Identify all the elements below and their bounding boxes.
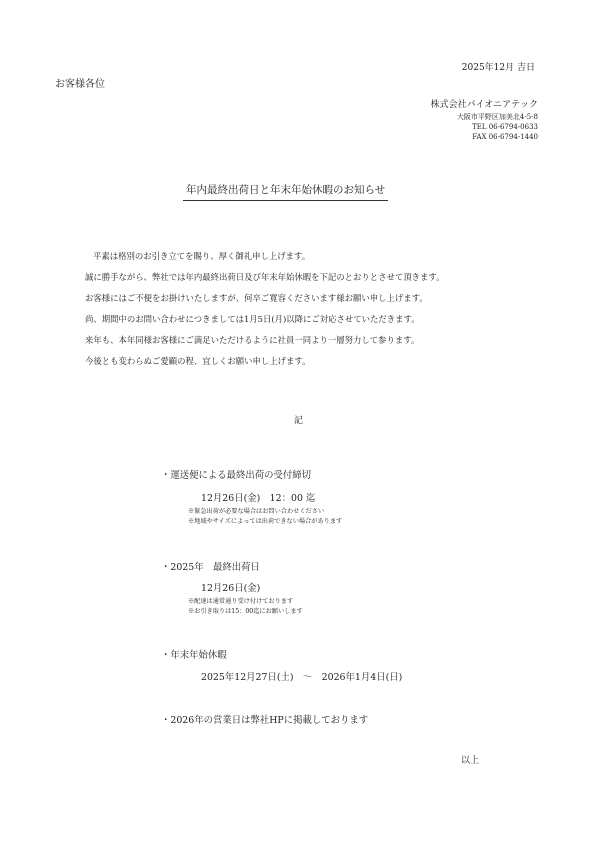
last-shipping-heading: ・2025年 最終出荷日 — [161, 562, 260, 573]
cutoff-note: ※緊急出荷が必要な場合はお問い合わせください — [188, 508, 325, 515]
notice-title: 年内最終出荷日と年末年始休暇のお知らせ — [183, 182, 388, 201]
addressee: お客様各位 — [55, 79, 105, 90]
last-shipping-value: 12月26日(金) — [201, 583, 261, 594]
last-shipping-note: ※配達は通常通り受け付けております — [188, 598, 294, 605]
body-line: お客様にはご不便をお掛けいたしますが、何卒ご寛容くださいます様お願い申し上げます。 — [85, 293, 428, 303]
company-name: 株式会社パイオニアテック — [430, 100, 538, 110]
cutoff-heading: ・運送便による最終出荷の受付締切 — [161, 470, 312, 481]
issue-date: 2025年12月 吉日 — [461, 63, 535, 73]
company-tel: TEL 06-6794-0633 — [472, 123, 538, 131]
body-line: 平素は格別のお引き立てを賜り、厚く御礼申し上げます。 — [93, 251, 311, 261]
body-line: 誠に勝手ながら、弊社では年内最終出荷日及び年末年始休暇を下記のとおりとさせて頂きます。 — [85, 272, 445, 282]
holiday-heading: ・年末年始休暇 — [161, 650, 227, 661]
body-line: 今後とも変わらぬご愛顧の程、宜しくお願い申し上げます。 — [85, 356, 311, 366]
body-paragraph — [85, 246, 444, 372]
ki-marker: 記 — [294, 416, 304, 426]
closing: 以上 — [460, 756, 479, 766]
business-days-heading: ・2026年の営業日は弊社HPに掲載しております — [161, 715, 369, 726]
company-fax: FAX 06-6794-1440 — [472, 133, 538, 141]
cutoff-value: 12月26日(金) 12：00 迄 — [201, 493, 316, 504]
cutoff-note: ※地域やサイズによっては出荷できない場合があります — [188, 518, 343, 525]
company-block — [431, 99, 538, 142]
last-shipping-note: ※お引き取りは15：00迄にお願いします — [188, 608, 303, 615]
body-line: 来年も、本年同様お客様にご満足いただけるように社員一同より一層努力して参ります。 — [85, 335, 420, 345]
company-address: 大阪市平野区加美北4-5-8 — [456, 113, 538, 121]
body-line: 尚、期間中のお問い合わせにつきましては1月5日(月)以降にご対応させていただきます。 — [85, 314, 420, 324]
holiday-value: 2025年12月27日(土) ～ 2026年1月4日(日) — [201, 672, 403, 683]
